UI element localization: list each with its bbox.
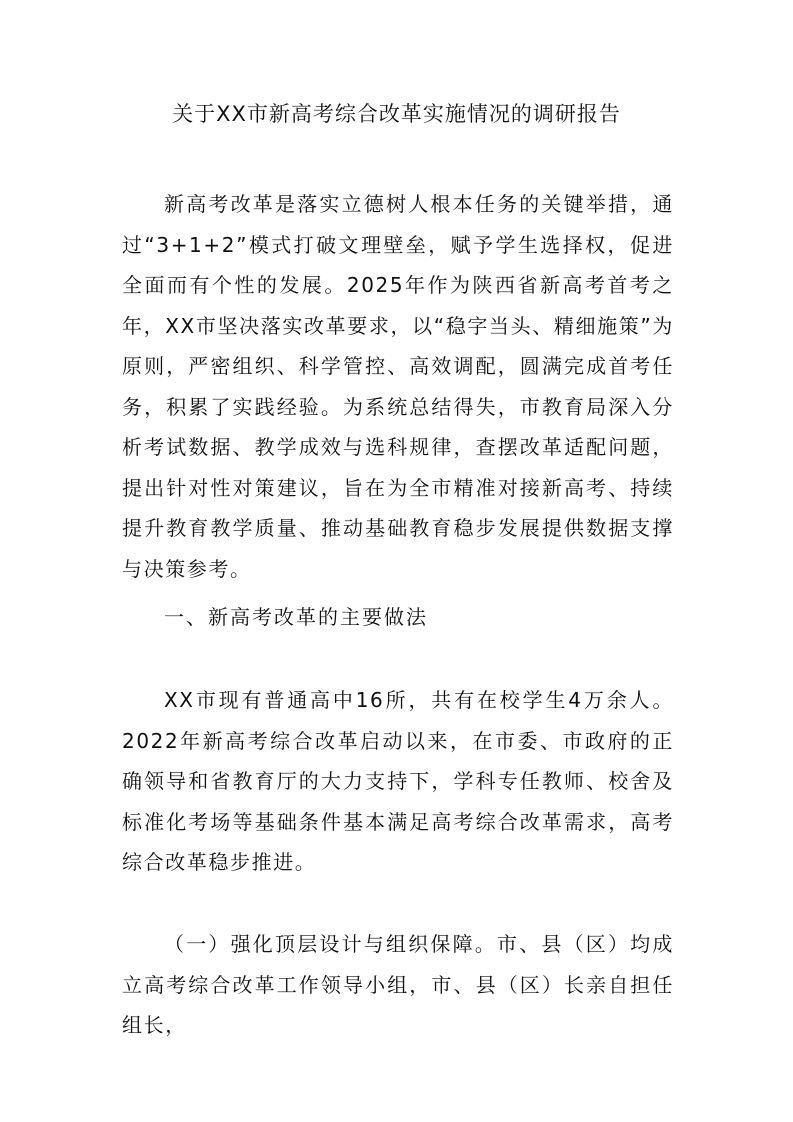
section-heading: 一、新高考改革的主要做法 — [164, 605, 428, 629]
document-title: 关于XX市新高考综合改革实施情况的调研报告 — [172, 102, 621, 126]
overview-paragraph: XX市现有普通高中16所，共有在校学生4万余人。2022年新高考综合改革启动以来，在市委、市政府的正确领导和省教育厅的大力支持下，学科专任教师、校舍及标准化考场等基础条件基本满足高考综合改革需求，高考综合改革稳步推进。 — [122, 688, 674, 874]
subsection-paragraph: （一）强化顶层设计与组织保障。市、县（区）均成立高考综合改革工作领导小组，市、县（区）长亲自担任组长， — [122, 932, 674, 1037]
intro-paragraph: 新高考改革是落实立德树人根本任务的关键举措，通过“3+1+2”模式打破文理壁垒，赋予学生选择权，促进全面而有个性的发展。2025年作为陕西省新高考首考之年，XX市坚决落实改革要求，以“稳字当头、精细施策”为原则，严密组织、科学管控、高效调配，圆满完成首考任务，积累了实践经验。为系统总结得失，市教育局深入分析考试数据、教学成效与选科规律，查摆改革适配问题，提出针对性对策建议，旨在为全市精准对接新高考、持续提升教育教学质量、推动基础教育稳步发展提供数据支撑与决策参考。 — [122, 192, 674, 581]
